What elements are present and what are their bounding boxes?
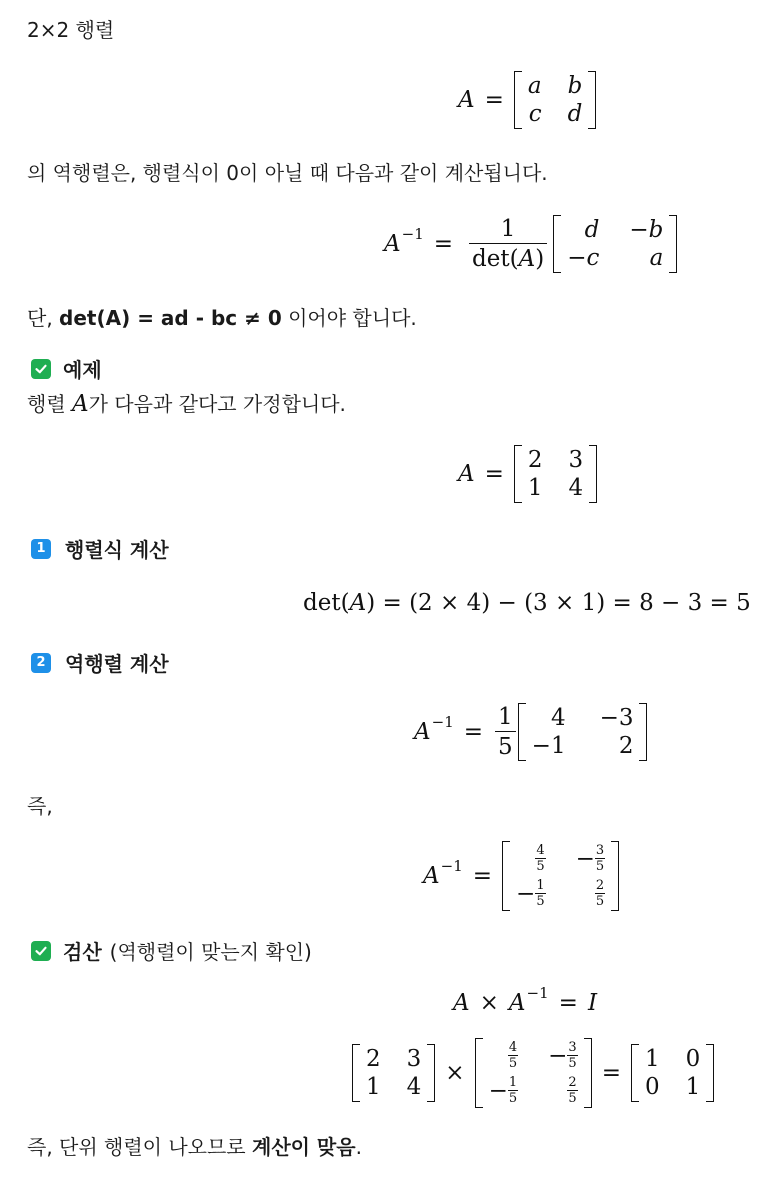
verify-title: 검산	[63, 940, 102, 964]
fraction-numerator: 1	[500, 216, 516, 242]
matrix-entry: 1	[685, 1074, 701, 1100]
determinant-steps: = (2 × 4) − (3 × 1) = 8 − 3 = 5	[375, 590, 751, 616]
matrix-entry: 1	[366, 1074, 381, 1100]
fraction-denominator: det(A)	[469, 243, 547, 272]
inverse-formula	[384, 210, 677, 278]
matrix-entry: 2	[366, 1046, 381, 1072]
matrix-symbol: A	[349, 590, 367, 616]
determinant-calculation: det( A ) = (2 × 4) − (3 × 1) = 8 − 3 = 5	[303, 590, 751, 616]
left-bracket	[475, 1038, 483, 1108]
left-bracket	[514, 71, 522, 129]
identity-symbol: I	[587, 990, 598, 1016]
matrix-entry: c	[528, 101, 542, 127]
left-bracket	[514, 445, 522, 503]
conclusion-bold: 계산이 맞음	[252, 1135, 356, 1159]
right-bracket	[669, 215, 677, 273]
matrix-symbol: A	[453, 990, 470, 1016]
fraction-entry: 4 5	[508, 1040, 518, 1071]
step1-heading	[31, 534, 169, 563]
matrix-entry: a	[649, 245, 664, 271]
step2-title: 역행렬 계산	[65, 652, 169, 676]
matrix-entry: 4	[568, 475, 584, 501]
matrix-definition	[458, 68, 596, 132]
conclusion-text: 즉, 단위 행렬이 나오므로 계산이 맞음.	[27, 1135, 362, 1159]
inverse-result	[423, 842, 619, 910]
inverse-exponent: −1	[401, 225, 424, 243]
step2-heading	[31, 648, 169, 677]
matrix-entry: b	[567, 73, 583, 99]
matrix-2341	[514, 445, 597, 503]
fraction-entry: − $\frac{1}{5}$	[488, 1075, 518, 1106]
right-bracket	[588, 71, 596, 129]
right-bracket	[639, 703, 647, 761]
inverse-exponent: −1	[526, 984, 549, 1002]
adjugate-matrix	[518, 703, 648, 761]
namely-text: 즉,	[27, 794, 53, 818]
example-heading	[31, 354, 102, 383]
equals-sign: =	[463, 719, 484, 745]
fraction-entry: 2 5	[568, 1075, 577, 1106]
intro-text: 2×2 행렬	[27, 18, 115, 42]
check-icon	[31, 359, 51, 379]
matrix-entry: 2	[527, 447, 543, 473]
inverse-description: 의 역행렬은, 행렬식이 0이 아닐 때 다음과 같이 계산됩니다.	[27, 161, 548, 185]
equals-sign: =	[484, 87, 504, 113]
left-bracket	[502, 841, 510, 911]
equals-sign: =	[472, 863, 493, 889]
assumption-text: 행렬 A가 다음과 같다고 가정합니다.	[27, 391, 346, 417]
times-sign: ×	[479, 990, 499, 1016]
matrix-entry: −c	[567, 245, 600, 271]
matrix-symbol: A	[423, 863, 440, 889]
matrix-entry: 2	[618, 733, 634, 759]
matrix-entry: −b	[629, 217, 664, 243]
fraction-entry: − $\frac{3}{5}$	[575, 843, 605, 874]
scalar-fraction	[495, 704, 516, 760]
step-number-badge: 1	[31, 539, 51, 559]
equals-sign: =	[484, 461, 504, 487]
determinant-fraction	[469, 216, 547, 272]
identity-matrix	[631, 1044, 714, 1102]
right-bracket	[589, 445, 597, 503]
condition-bold: det(A) = ad - bc ≠ 0	[59, 306, 282, 330]
matrix-entry: 4	[550, 705, 566, 731]
matrix-symbol: A	[384, 231, 401, 257]
right-bracket	[611, 841, 619, 911]
matrix-entry: 0	[685, 1046, 701, 1072]
inverse-exponent: −1	[431, 713, 454, 731]
right-bracket	[427, 1044, 435, 1102]
fraction-denominator: 5	[495, 731, 516, 760]
matrix-entry: a	[527, 73, 542, 99]
matrix-entry: −1	[531, 733, 566, 759]
fraction-entry: 4 5	[536, 843, 545, 874]
adjugate-matrix	[553, 215, 677, 273]
step-number-badge: 2	[31, 653, 51, 673]
right-bracket	[706, 1044, 714, 1102]
right-bracket	[584, 1038, 592, 1108]
inverse-calculation	[414, 698, 647, 766]
verify-note: (역행렬이 맞는지 확인)	[109, 940, 312, 964]
matrix-symbol: A	[72, 391, 89, 417]
matrix-symbol: A	[458, 87, 475, 113]
left-bracket	[518, 703, 526, 761]
matrix-abcd	[514, 71, 596, 129]
left-bracket	[553, 215, 561, 273]
matrix-symbol: A	[414, 719, 431, 745]
matrix-entry: −3	[599, 705, 634, 731]
equals-sign: =	[601, 1060, 621, 1086]
fraction-entry: 2 5	[595, 878, 605, 909]
matrix-symbol: A	[458, 461, 475, 487]
times-sign: ×	[445, 1060, 465, 1086]
matrix-entry: 0	[644, 1074, 660, 1100]
matrix-symbol: A	[508, 990, 526, 1016]
fraction-entry: − $\frac{1}{5}$	[516, 878, 545, 909]
identity-equation	[453, 986, 597, 1020]
matrix-entry: d	[567, 101, 583, 127]
matrix-entry: 1	[644, 1046, 660, 1072]
step1-title: 행렬식 계산	[65, 538, 169, 562]
matrix-entry: 3	[568, 447, 584, 473]
inverse-matrix	[475, 1038, 592, 1108]
matrix-entry: d	[584, 217, 600, 243]
verify-heading	[31, 936, 312, 965]
verification-product	[352, 1040, 714, 1106]
inverse-exponent: −1	[440, 857, 463, 875]
matrix-entry: 4	[406, 1074, 422, 1100]
condition-text: 단, det(A) = ad - bc ≠ 0 이어야 합니다.	[27, 306, 417, 330]
matrix-entry: 1	[527, 475, 543, 501]
equals-sign: =	[433, 231, 454, 257]
matrix-entry: 3	[406, 1046, 422, 1072]
fraction-numerator: 1	[498, 704, 513, 730]
left-bracket	[352, 1044, 360, 1102]
example-title: 예제	[63, 358, 102, 382]
original-matrix	[352, 1044, 435, 1102]
fraction-entry: − $\frac{3}{5}$	[548, 1040, 577, 1071]
inverse-matrix	[502, 841, 619, 911]
left-bracket	[631, 1044, 639, 1102]
equals-sign: =	[558, 990, 578, 1016]
example-matrix	[458, 442, 597, 506]
check-icon	[31, 941, 51, 961]
